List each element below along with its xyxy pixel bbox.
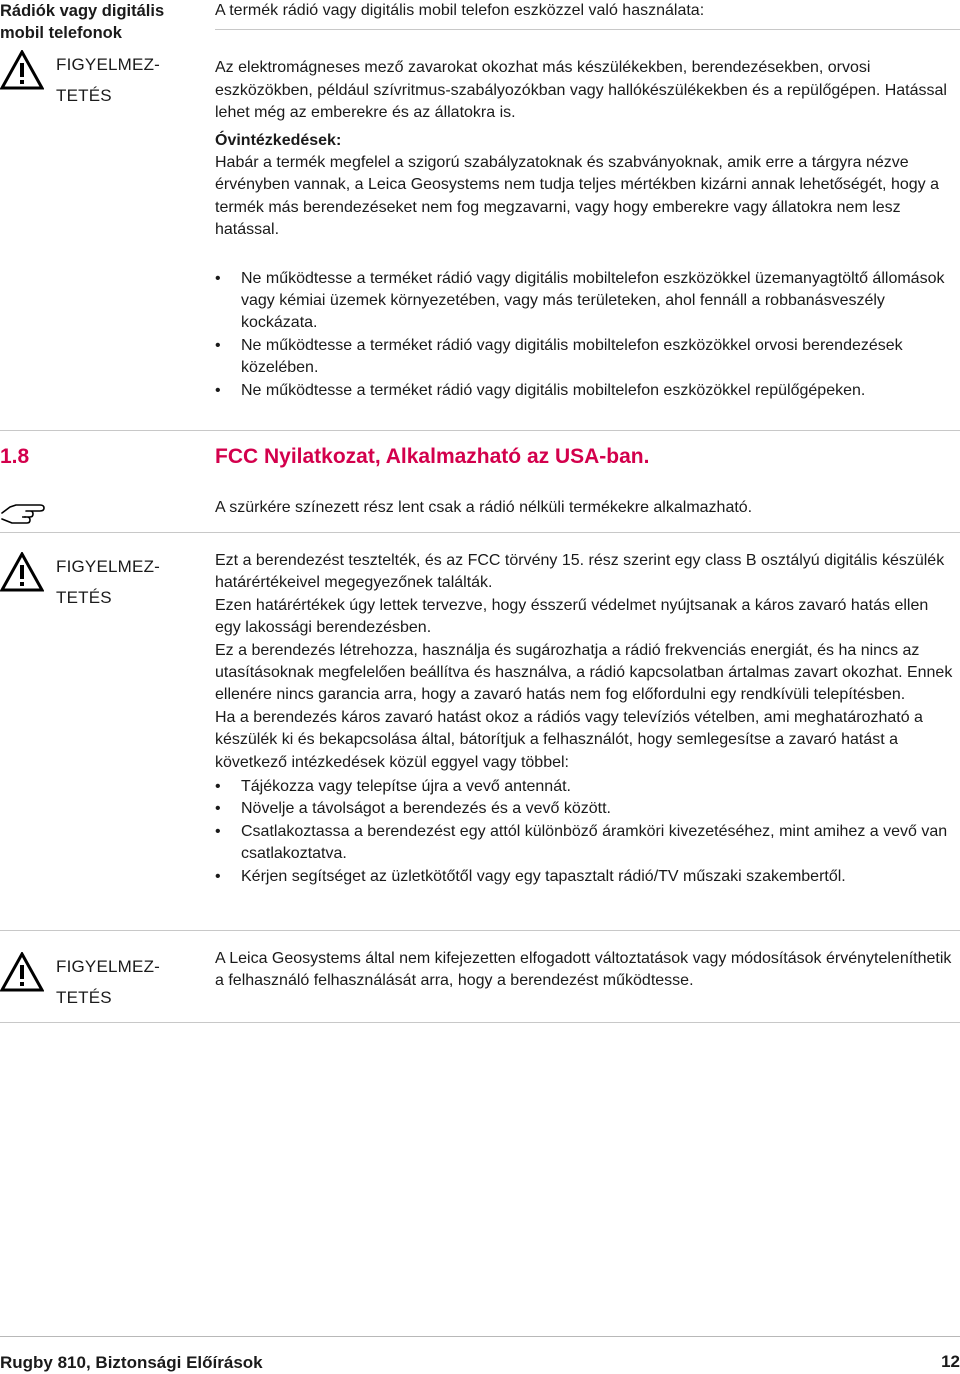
warning-label-line2: TETÉS (56, 988, 112, 1007)
warning-block-3 (0, 952, 190, 1022)
warning-triangle-icon (0, 552, 44, 592)
fcc-body (215, 550, 955, 888)
precaution-list (215, 268, 955, 402)
list-item: • Ne működtesse a terméket rádió vagy digitális mobiltelefon eszközökkel repülőgépeken. (215, 380, 955, 402)
list-item: • Csatlakoztassa a berendezést egy attól különböző áramköri kivezetéséhez, mint amihez a vevő van csatlakoztatva. (215, 821, 955, 866)
emf-paragraph: Az elektromágneses mező zavarokat okozhat más készülékekben, berendezésekben, orvosi eszközökben, például szívritmus-szabályozókban vagy hallókészülékekben és a repülőgépen. Hatással lehet még az emberekre és az állatokra is. (215, 59, 947, 122)
warning-label-line1: FIGYELMEZ- (56, 957, 161, 976)
fcc-paragraph: Ezt a berendezést tesztelték, és az FCC törvény 15. rész szerint egy class B osztályú digitális készülék határértékeivel megegyezőnek találták. (215, 552, 945, 592)
warning-triangle-icon (0, 952, 44, 992)
precaution-label: Óvintézkedések: (215, 131, 342, 149)
fcc-measures-list (215, 776, 955, 888)
section-divider (0, 1022, 960, 1023)
divider (215, 29, 960, 30)
fcc-paragraph: Ez a berendezés létrehozza, használja és sugározhatja a rádió frekvenciás energiát, és ha nincs az utasításoknak megfelelően beállítva és használva, a rádió kapcsolatban ártalmas zavart okozhat. Ennek ellenére nincs garancia arra, hogy a zavaró hatás nem fog előfordulni egy rendkívüli telepítésben. (215, 641, 953, 704)
precaution-paragraph: Habár a termék megfelel a szigorú szabályzatoknak és szabványoknak, amik erre a tárgyra nézve érvényben vannak, a Leica Geosystems nem tudja teljes mértékben kizárni annak lehetőségét, hogy a termék más berendezéseket nem fog megzavarni, vagy hogy emberekre vagy állatokra nem lesz hatással. (215, 154, 939, 239)
warning-label-line1: FIGYELMEZ- (56, 557, 161, 576)
warning-label-line2: TETÉS (56, 588, 112, 607)
section-divider (0, 930, 960, 931)
list-item: • Kérjen segítséget az üzletkötőtől vagy egy tapasztalt rádió/TV műszaki szakembertől. (215, 866, 955, 888)
pointing-hand-icon (0, 495, 46, 525)
fcc-note: A szürkére színezett rész lent csak a rádió nélküli termékekre alkalmazható. (215, 499, 753, 516)
footer-title: Rugby 810, Biztonsági Előírások (0, 1353, 263, 1372)
list-item: • Tájékozza vagy telepítse újra a vevő antennát. (215, 776, 955, 798)
page-number: 12 (941, 1352, 960, 1371)
fcc-paragraph: Ezen határértékek úgy lettek tervezve, hogy ésszerű védelmet nyújtsanak a káros zavaró hatás ellen egy lakossági berendezésben. (215, 596, 929, 637)
list-item: • Ne működtesse a terméket rádió vagy digitális mobiltelefon eszközökkel üzemanyagtöltő állomások vagy kémiai üzemek környezetében, vagy más területeken, ahol fennáll a robbanásveszély kockázata. (215, 268, 955, 335)
footer-divider (0, 1336, 960, 1337)
intro-text: A termék rádió vagy digitális mobil telefon eszközzel való használata: (215, 2, 705, 19)
list-item: • Növelje a távolságot a berendezés és a vevő között. (215, 798, 955, 820)
warning-label-line2: TETÉS (56, 86, 112, 105)
list-item: • Ne működtesse a terméket rádió vagy digitális mobiltelefon eszközökkel orvosi berendezések közelében. (215, 335, 955, 380)
warning-block-2 (0, 552, 190, 622)
section1-body (215, 0, 955, 402)
warning-label-line1: FIGYELMEZ- (56, 55, 161, 74)
modification-warning-text: A Leica Geosystems által nem kifejezetten elfogadott változtatások vagy módosítások érvényteleníthetik a felhasználó felhasználását arra, hogy a berendezést működtesse. (215, 950, 952, 990)
warning-triangle-icon (0, 50, 44, 90)
section-divider (0, 430, 960, 431)
side-heading: Rádiók vagy digitális mobil telefonok (0, 2, 165, 42)
section-title: FCC Nyilatkozat, Alkalmazható az USA-ban. (215, 445, 650, 468)
note-divider (0, 532, 960, 533)
section-number: 1.8 (0, 445, 30, 468)
fcc-paragraph: Ha a berendezés káros zavaró hatást okoz a rádiós vagy televíziós vételben, ami meghatározható a készülék ki és bekapcsolása által, bátorítjuk a felhasználót, hogy semlegesítse a zavaró hatást a következő intézkedések közül eggyel vagy többel: (215, 708, 923, 771)
warning-block-1 (0, 50, 190, 120)
